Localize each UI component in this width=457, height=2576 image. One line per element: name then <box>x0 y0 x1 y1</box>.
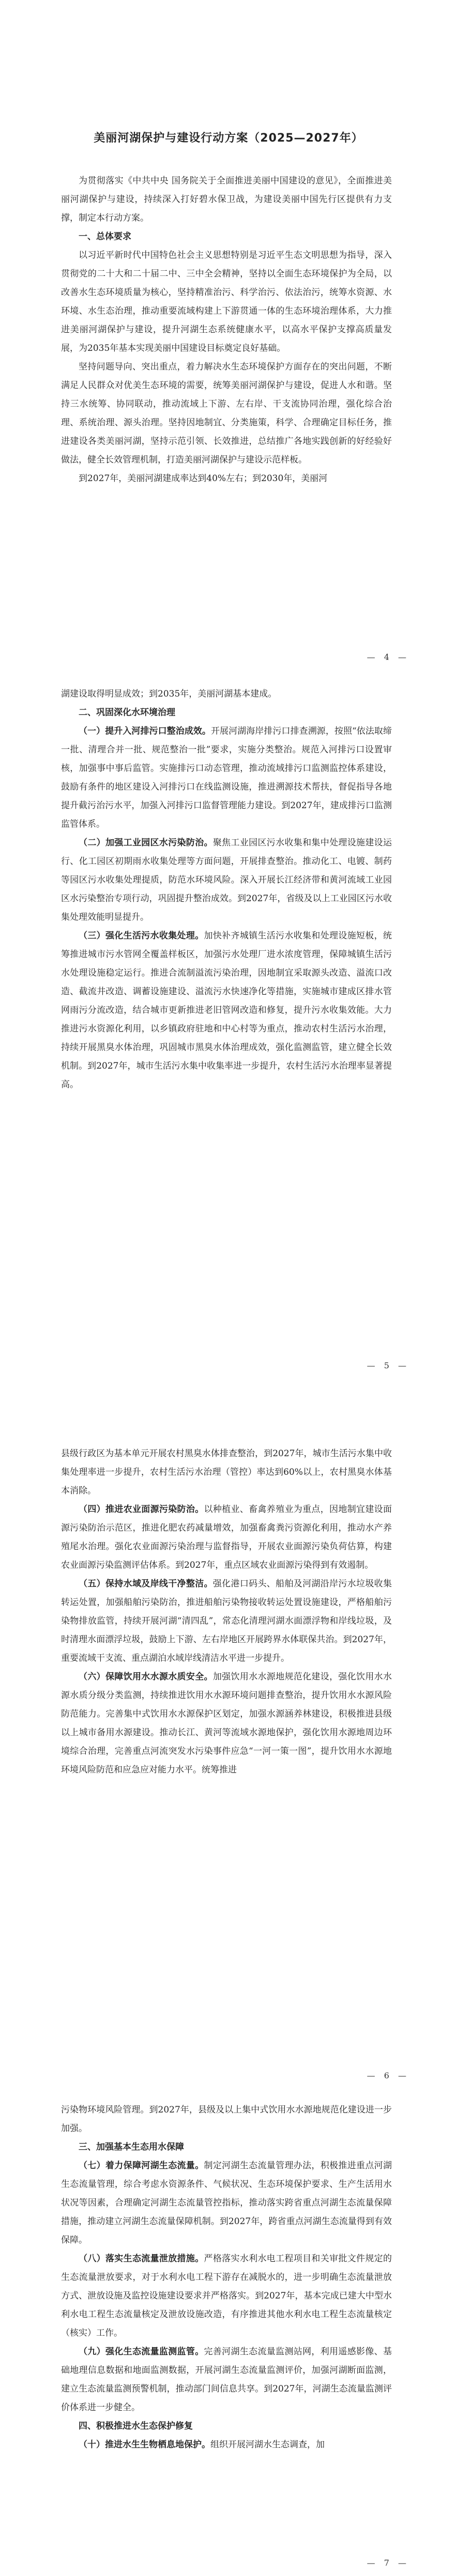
list-item <box>61 1500 392 1575</box>
item-body: 聚焦工业园区污水收集和集中处理设施建设运行、化工园区初期雨水收集处理等方面问题，开展排查整治。推动化工、电镀、制药等园区污水收集处理提质，防范水环境风险。深入开展长江经济带和黄河流域工业园区水污染整治专项行动，巩固提升整治成效。到2027年，省级及以上工业园区污水收集处理效能明显提升。 <box>61 838 392 922</box>
page-number: — 6 — <box>367 2071 409 2080</box>
item-body: 组织开展河湖水生态调查，加 <box>210 2440 325 2450</box>
page-2 <box>0 674 457 1408</box>
page-number: — 7 — <box>367 2558 409 2568</box>
item-body: 加快补齐城镇生活污水收集和处理设施短板，统筹推进城市污水管网全覆盖样板区，加强污水处理厂进水浓度管理，保障城镇生活污水处理设施稳定运行。推进合流制溢流污染治理，因地制宜采取源头改造、溢流口改造、截流井改造、调蓄设施建设、溢流污水快速净化等措施，实施城市建成区排水管网雨污分流改造，结合城市更新推进老旧管网改造和修复，提升污水收集效能。大力推进污水资源化利用，以乡镇政府驻地和中心村等为重点，推动农村生活污水治理，持续开展黑臭水体治理，巩固城市黑臭水体治理成效，强化监测监管，建立健全长效机制。到2027年，城市生活污水集中收集率进一步提升，农村生活污水治理率显著提高。 <box>61 931 392 1090</box>
page-2-content <box>61 685 392 1094</box>
item-body: 加强饮用水水源地规范化建设，强化饮用水水源水质分级分类监测，持续推进饮用水水源环境问题排查整治，提升饮用水水源风险防范能力。完善集中式饮用水水源保护区划定，加强水源涵养林建设，积极推进县级以上城市备用水源建设。推动长江、黄河等流域水源地保护，强化饮用水源地周边环境综合治理，完善重点河流突发水污染事件应急“一河一策一图”，提升饮用水水源地环境风险防范和应急应对能力水平。统筹推进 <box>61 1672 392 1775</box>
section-heading: 三、加强基本生态用水保障 <box>79 2142 184 2152</box>
page-1 <box>0 0 457 672</box>
item-title: （十）推进水生生物栖息地保护。 <box>79 2440 210 2450</box>
list-item <box>61 2249 392 2342</box>
item-title: （八）落实生态流量泄放措施。 <box>79 2254 204 2264</box>
item-body: 强化港口码头、船舶及河湖沿岸污水垃圾收集转运处置，加强船舶污染防治，推进船舶污染物接收转运处置设施建设，严格船舶污染物排放监管，持续开展河湖“清四乱”，常态化清理河湖水面漂浮物和岸线垃圾，及时清理水面漂浮垃圾，鼓励上下游、左右岸地区开展跨界水体联保共治。到2027年，重要流域干支流、重点湖泊水域岸线清洁水平进一步提升。 <box>61 1579 392 1663</box>
list-item <box>61 2342 392 2417</box>
page-number: — 4 — <box>367 652 409 662</box>
list-item <box>61 1668 392 1779</box>
item-title: （五）保持水域及岸线干净整洁。 <box>79 1579 213 1589</box>
paragraph-continuation: 湖建设取得明显成效；到2035年，美丽河湖基本建成。 <box>61 689 277 699</box>
item-title: （四）推进农业面源污染防治。 <box>79 1504 204 1515</box>
item-title: （七）着力保障河湖生态流量。 <box>79 2161 204 2171</box>
item-body: 开展河湖海岸排污口排查溯源，按照“依法取缔一批、清理合并一批、规范整治一批”要求，实施分类整治。规范入河排污口设置审核，加强事中事后监管。实施排污口动态管理，推动流域排污口监测监控体系建设，鼓励有条件的地区建设入河排污口在线监测设施，推进溯源技术帮扶，督促指导各地提升截污治污水平，加强入河排污口监督管理能力建设。到2027年，建成排污口监测监管体系。 <box>61 726 392 829</box>
section-heading: 四、积极推进水生态保护修复 <box>79 2421 193 2431</box>
list-item <box>61 722 392 834</box>
paragraph: 到2027年，美丽河湖建成率达到40%左右；到2030年，美丽河 <box>79 473 328 484</box>
paragraph: 以习近平新时代中国特色社会主义思想特别是习近平生态文明思想为指导，深入贯彻党的二十大和二十届二中、三中全会精神，坚持以全面生态环境保护为全局，以改善水生态环境质量为核心，坚持精准治污、科学治污、依法治污，统筹水资源、水环境、水生态治理，推动重要流域构建上下游贯通一体的生态环境治理体系，大力推进美丽河湖保护与建设，提升河湖生态系统健康水平，以高水平保护支撑高质量发展，为2035年基本实现美丽中国建设目标奠定良好基础。 <box>61 250 392 353</box>
page-number: — 5 — <box>367 1361 409 1370</box>
page-3-content <box>61 1444 392 1779</box>
list-item <box>61 834 392 927</box>
list-item <box>61 1575 392 1668</box>
document-title: 美丽河湖保护与建设行动方案（2025—2027年） <box>94 132 363 145</box>
section-heading: 二、巩固深化水环境治理 <box>79 707 175 718</box>
list-item <box>61 2156 392 2249</box>
item-body: 制定河湖生态流量管理办法，积极推进重点河湖生态流量管理，综合考虑水资源条件、气候状况、生态环境保护要求、生产生活用水状况等因素，合理确定河湖生态流量管控指标，推动落实跨省重点河湖生态流量保障措施，推动建立河湖生态流量保障机制。到2027年，跨省重点河湖生态流量得到有效保障。 <box>61 2161 392 2245</box>
list-item <box>61 2435 392 2454</box>
paragraph-continuation: 污染物环境风险管理。到2027年，县级及以上集中式饮用水水源地规范化建设进一步加强。 <box>61 2105 392 2134</box>
item-title: （九）强化生态流量监测监管。 <box>79 2347 204 2357</box>
item-title: （一）提升入河排污口整治成效。 <box>79 726 211 736</box>
item-body: 完善河湖生态流量监测站网，利用遥感影像、基础地理信息数据和地面监测数据，开展河湖生态流量监测评价，加强河湖断面监测，建立生态流量监测预警机制，推动部门间信息共享。到2027年，河湖生态流量监测评价体系进一步健全。 <box>61 2347 392 2413</box>
item-body: 以种植业、畜禽养殖业为重点，因地制宜建设面源污染防治示范区，推进化肥农药减量增效，加强畜禽粪污资源化利用，推动水产养殖尾水治理。强化农业面源污染治理与监督指导，开展农业面源污染负荷估算，构建农业面源污染监测评估体系。到2027年，重点区域农业面源污染得到有效遏制。 <box>61 1504 392 1570</box>
item-title: （三）强化生活污水收集处理。 <box>79 931 204 941</box>
page-3 <box>0 1413 457 2085</box>
intro-paragraph: 为贯彻落实《中共中央 国务院关于全面推进美丽中国建设的意见》，全面推进美丽河湖保护与建设，持续深入打好碧水保卫战，为建设美丽中国先行区提供有力支撑，制定本行动方案。 <box>61 176 392 223</box>
item-body: 严格落实水利水电工程项目和关审批文件规定的生态流量泄放要求，对于水利水电工程下游存在减脱水的，进一步明确生态流量泄放方式、泄放设施及监控设施建设要求并严格落实。到2027年，基本完成已建大中型水利水电工程生态流量核定及泄放设施改造，有序推进其他水利水电工程生态流量核定（核实）工作。 <box>61 2254 392 2338</box>
page-1-content <box>61 172 392 488</box>
section-heading: 一、总体要求 <box>79 232 131 242</box>
page-4-content <box>61 2101 392 2454</box>
page-4 <box>0 2090 457 2576</box>
item-title: （六）保障饮用水水源水质安全。 <box>79 1672 213 1682</box>
item-title: （二）加强工业园区水污染防治。 <box>79 838 213 848</box>
paragraph: 坚持问题导向、突出重点，着力解决水生态环境保护方面存在的突出问题，不断满足人民群众对优美生态环境的需要，统筹美丽河湖保护与建设，促进人水和谐。坚持三水统筹、协同联动，推动流域上下游、左右岸、干支流协同治理，强化综合治理、系统治理、源头治理。坚持因地制宜、分类施策，科学、合理确定目标任务，推进建设各类美丽河湖，坚持示范引领、长效推进，总结推广各地实践创新的好经验好做法，健全长效管理机制，打造美丽河湖保护与建设示范样板。 <box>61 362 392 465</box>
paragraph-continuation: 县级行政区为基本单元开展农村黑臭水体排查整治，到2027年，城市生活污水集中收集处理率进一步提升，农村生活污水治理（管控）率达到60%以上，农村黑臭水体基本消除。 <box>61 1448 392 1496</box>
list-item <box>61 927 392 1094</box>
